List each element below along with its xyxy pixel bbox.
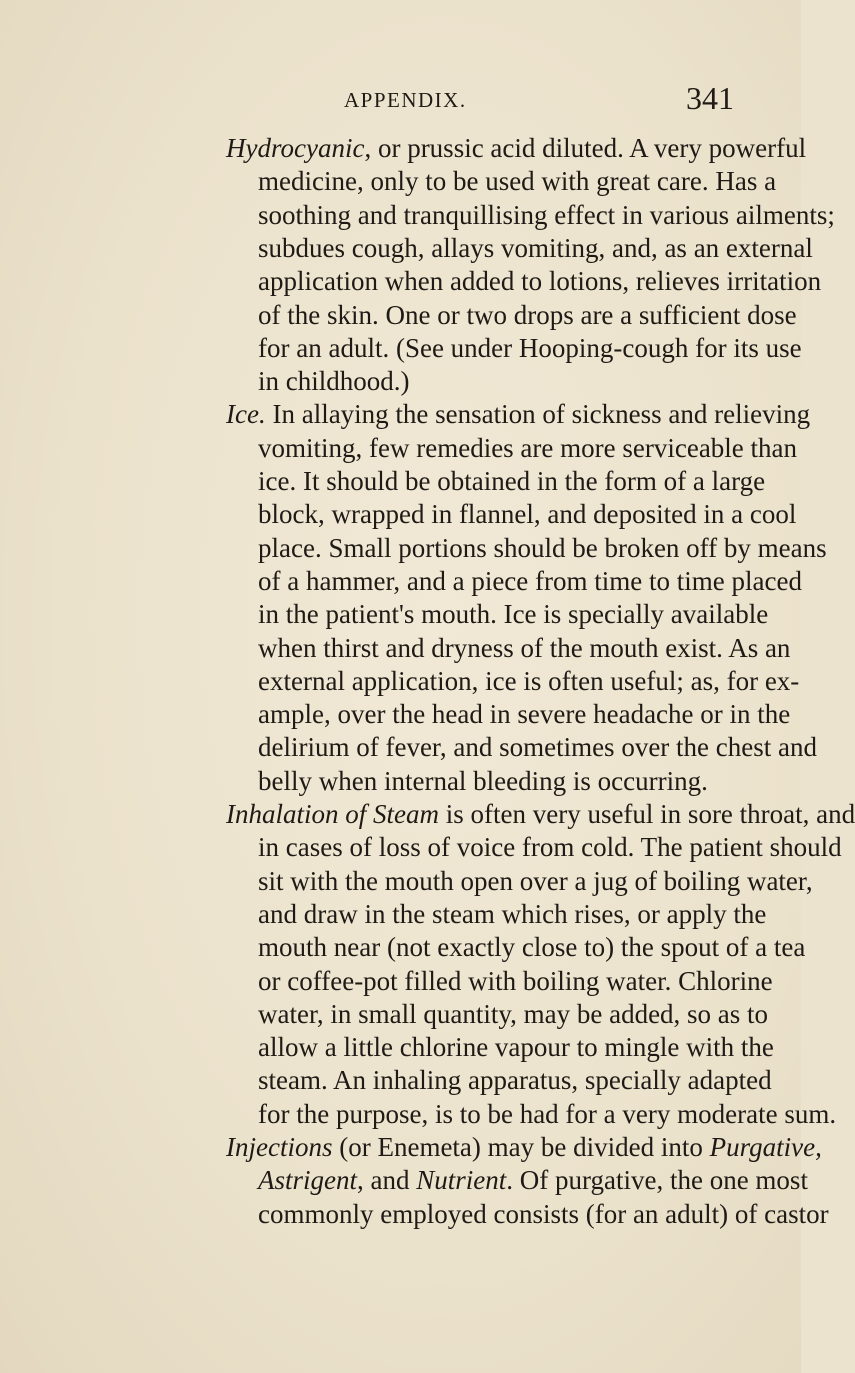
text-line: of a hammer, and a piece from time to time placed bbox=[258, 565, 802, 596]
entry-term: Ice. bbox=[226, 399, 266, 430]
text-line: external application, ice is often useful; as, for ex- bbox=[258, 665, 800, 696]
text-line: soothing and tranquillising effect in various ailments; bbox=[258, 199, 835, 230]
text-line: of the skin. One or two drops are a sufficient dose bbox=[258, 299, 797, 330]
page-header bbox=[0, 80, 801, 116]
inline-term: Purgative, bbox=[709, 1132, 822, 1162]
inline-term: Astrigent bbox=[258, 1165, 357, 1196]
text-line: vomiting, few remedies are more serviceable than bbox=[258, 432, 798, 463]
text-line: place. Small portions should be broken off by means bbox=[258, 532, 827, 563]
text-line: mouth near (not exactly close to) the spout of a tea bbox=[258, 932, 806, 963]
text-line: water, in small quantity, may be added, so as to bbox=[258, 998, 769, 1029]
text-line: block, wrapped in flannel, and deposited in a cool bbox=[258, 499, 797, 530]
running-head: APPENDIX. bbox=[344, 88, 467, 112]
entry-term: Inhalation of Steam bbox=[226, 799, 439, 829]
text-line: for the purpose, is to be had for a very moderate sum. bbox=[258, 1098, 837, 1129]
text-line: Ice. In allaying the sensation of sickness and relieving bbox=[226, 399, 811, 430]
text-line: medicine, only to be used with great care. Has a bbox=[258, 166, 777, 197]
text-line: Hydrocyanic, or prussic acid diluted. A very powerful bbox=[226, 133, 807, 163]
page-number: 341 bbox=[686, 80, 734, 116]
text-line: in cases of loss of voice from cold. The patient should bbox=[258, 832, 842, 863]
text-line: delirium of fever, and sometimes over the chest and bbox=[258, 732, 817, 763]
text-line: ample, over the head in severe headache or in the bbox=[258, 699, 791, 730]
text-line: Injections (or Enemeta) may be divided into Purgative, bbox=[226, 1132, 822, 1162]
text-line: or coffee-pot filled with boiling water. Chlorine bbox=[258, 965, 773, 996]
text-line: steam. An inhaling apparatus, specially adapted bbox=[258, 1065, 772, 1096]
text-line: allow a little chlorine vapour to mingle with the bbox=[258, 1032, 774, 1063]
text-line: in the patient's mouth. Ice is specially available bbox=[258, 599, 769, 630]
text-line: and draw in the steam which rises, or apply the bbox=[258, 898, 767, 929]
inline-term: Nutrient bbox=[416, 1165, 507, 1196]
text-line: sit with the mouth open over a jug of boiling water, bbox=[258, 865, 813, 896]
text-line: belly when internal bleeding is occurring. bbox=[258, 765, 708, 796]
entry-term: Injections bbox=[226, 1132, 333, 1162]
entry-term: Hydrocyanic bbox=[226, 133, 365, 163]
text-line: in childhood.) bbox=[258, 366, 410, 397]
text-line: application when added to lotions, relieves irritation bbox=[258, 266, 822, 297]
text-line: for an adult. (See under Hooping-cough for its use bbox=[258, 332, 802, 363]
text-line: commonly employed consists (for an adult) of castor bbox=[258, 1198, 829, 1229]
text-line: Astrigent, and Nutrient. Of purgative, the one most bbox=[258, 1165, 808, 1196]
text-line: when thirst and dryness of the mouth exist. As an bbox=[258, 632, 791, 663]
text-line: ice. It should be obtained in the form of a large bbox=[258, 466, 766, 496]
text-line: subdues cough, allays vomiting, and, as an external bbox=[258, 232, 813, 263]
text-line: Inhalation of Steam is often very useful in sore throat, and bbox=[226, 799, 855, 829]
